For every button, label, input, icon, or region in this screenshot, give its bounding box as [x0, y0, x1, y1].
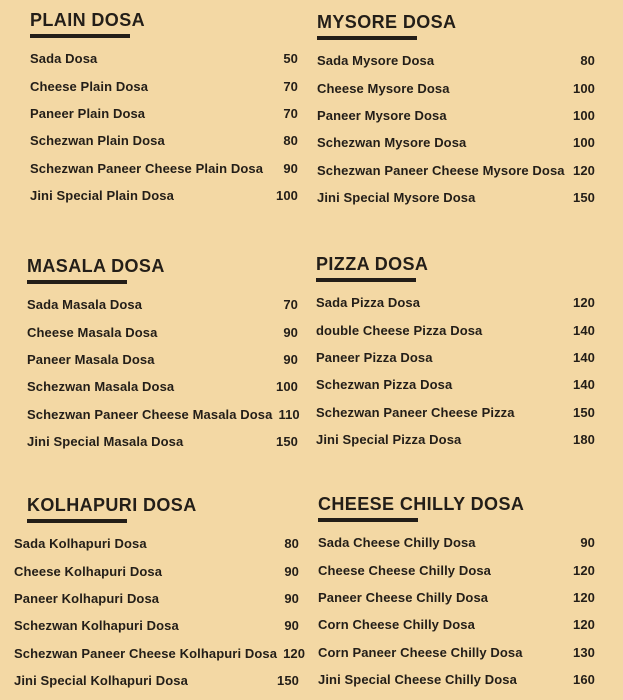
- menu-item: [316, 289, 595, 316]
- item-price: 100: [276, 379, 298, 395]
- item-price: 140: [573, 349, 595, 365]
- menu-item: [318, 584, 595, 611]
- menu-item: [316, 399, 595, 426]
- item-name: Paneer Kolhapuri Dosa: [14, 590, 160, 606]
- menu-item: [316, 344, 595, 371]
- menu-item: [317, 184, 595, 211]
- menu-section: [27, 256, 298, 455]
- section-title: MYSORE DOSA: [317, 12, 457, 32]
- menu-item: [30, 182, 298, 209]
- item-name: Paneer Mysore Dosa: [317, 107, 447, 123]
- item-price: 100: [573, 107, 595, 123]
- section-title: PIZZA DOSA: [316, 254, 429, 274]
- menu-item: [30, 127, 298, 154]
- menu-item: [27, 373, 298, 400]
- item-price: 120: [573, 562, 595, 578]
- menu-item: [14, 612, 299, 639]
- item-name: Sada Masala Dosa: [27, 297, 143, 313]
- item-price: 120: [573, 295, 595, 311]
- section-title: PLAIN DOSA: [30, 10, 146, 30]
- item-price: 120: [573, 589, 595, 605]
- item-price: 100: [276, 188, 298, 204]
- menu-item: [317, 47, 595, 74]
- menu-section: [30, 10, 298, 209]
- item-name: Schezwan Pizza Dosa: [316, 377, 453, 393]
- item-price: 150: [573, 404, 595, 420]
- item-name: Paneer Masala Dosa: [27, 351, 155, 367]
- section-items: [318, 529, 595, 693]
- item-name: Cheese Kolhapuri Dosa: [14, 563, 163, 579]
- section-title-underline: [27, 519, 127, 523]
- item-name: Corn Paneer Cheese Chilly Dosa: [318, 644, 523, 660]
- menu-item: [30, 100, 298, 127]
- item-name: Sada Dosa: [30, 51, 98, 67]
- item-price: 80: [580, 53, 595, 69]
- item-price: 140: [573, 322, 595, 338]
- menu-item: [14, 557, 299, 584]
- item-price: 80: [283, 133, 298, 149]
- item-price: 150: [573, 190, 595, 206]
- menu-item: [316, 316, 595, 343]
- menu-item: [14, 585, 299, 612]
- item-price: 100: [573, 135, 595, 151]
- item-name: Paneer Plain Dosa: [30, 105, 146, 121]
- menu-item: [316, 371, 595, 398]
- section-items: [27, 291, 298, 455]
- menu-section: [316, 254, 595, 453]
- item-price: 150: [276, 434, 298, 450]
- item-name: Jini Special Mysore Dosa: [317, 190, 476, 206]
- section-title-underline: [317, 36, 417, 40]
- item-price: 110: [278, 406, 300, 422]
- item-name: Cheese Masala Dosa: [27, 324, 158, 340]
- item-price: 90: [580, 535, 595, 551]
- menu-item: [318, 611, 595, 638]
- item-name: Schezwan Paneer Cheese Masala Dosa: [27, 406, 273, 422]
- item-name: Schezwan Masala Dosa: [27, 379, 175, 395]
- item-name: Jini Special Masala Dosa: [27, 434, 184, 450]
- menu-item: [27, 428, 298, 455]
- item-price: 100: [573, 80, 595, 96]
- section-title-underline: [30, 34, 130, 38]
- item-name: Schezwan Paneer Cheese Kolhapuri Dosa: [14, 645, 278, 661]
- menu-item: [317, 129, 595, 156]
- item-price: 90: [283, 351, 298, 367]
- section-title: KOLHAPURI DOSA: [27, 495, 197, 515]
- item-name: Jini Special Kolhapuri Dosa: [14, 673, 188, 689]
- item-price: 90: [283, 160, 298, 176]
- item-price: 50: [283, 51, 298, 67]
- item-price: 70: [283, 78, 298, 94]
- item-price: 160: [573, 672, 595, 688]
- menu-item: [30, 45, 298, 72]
- item-price: 90: [284, 563, 299, 579]
- menu-item: [30, 155, 298, 182]
- item-price: 120: [573, 617, 595, 633]
- menu-item: [317, 102, 595, 129]
- menu-item: [14, 667, 299, 694]
- item-name: Cheese Cheese Chilly Dosa: [318, 562, 492, 578]
- item-name: Cheese Plain Dosa: [30, 78, 149, 94]
- item-price: 70: [283, 105, 298, 121]
- menu-item: [27, 401, 298, 428]
- item-name: Schezwan Kolhapuri Dosa: [14, 618, 179, 634]
- item-price: 130: [573, 644, 595, 660]
- item-name: Schezwan Paneer Cheese Mysore Dosa: [317, 162, 565, 178]
- menu-item: [316, 426, 595, 453]
- item-price: 90: [284, 590, 299, 606]
- item-name: Sada Cheese Chilly Dosa: [318, 535, 476, 551]
- menu-item: [14, 640, 306, 667]
- menu-item: [27, 346, 298, 373]
- section-items: [316, 289, 595, 453]
- menu-item: [27, 291, 298, 318]
- item-name: double Cheese Pizza Dosa: [316, 322, 483, 338]
- item-price: 180: [573, 432, 595, 448]
- item-price: 70: [283, 297, 298, 313]
- item-price: 120: [573, 162, 595, 178]
- item-name: Sada Kolhapuri Dosa: [14, 536, 147, 552]
- menu-item: [30, 72, 298, 99]
- section-title-underline: [318, 518, 418, 522]
- item-name: Schezwan Plain Dosa: [30, 133, 165, 149]
- item-name: Schezwan Paneer Cheese Plain Dosa: [30, 160, 264, 176]
- item-name: Sada Mysore Dosa: [317, 53, 435, 69]
- menu-item: [318, 639, 595, 666]
- section-title: CHEESE CHILLY DOSA: [318, 494, 525, 514]
- item-price: 140: [573, 377, 595, 393]
- item-price: 90: [283, 324, 298, 340]
- menu-item: [318, 529, 595, 556]
- menu-section: [318, 494, 595, 693]
- section-title: MASALA DOSA: [27, 256, 165, 276]
- item-name: Jini Special Plain Dosa: [30, 188, 174, 204]
- item-name: Jini Special Pizza Dosa: [316, 432, 462, 448]
- item-name: Sada Pizza Dosa: [316, 295, 421, 311]
- section-items: [30, 45, 298, 209]
- menu-item: [317, 74, 595, 101]
- menu-section: [14, 495, 306, 694]
- menu-item: [317, 157, 595, 184]
- item-name: Paneer Cheese Chilly Dosa: [318, 589, 489, 605]
- item-name: Corn Cheese Chilly Dosa: [318, 617, 475, 633]
- item-price: 120: [283, 645, 306, 661]
- item-name: Jini Special Cheese Chilly Dosa: [318, 672, 517, 688]
- item-name: Cheese Mysore Dosa: [317, 80, 450, 96]
- section-title-underline: [27, 280, 127, 284]
- item-name: Schezwan Paneer Cheese Pizza: [316, 404, 515, 420]
- item-price: 90: [284, 618, 299, 634]
- section-items: [317, 47, 595, 211]
- menu-section: [317, 12, 595, 211]
- menu-item: [14, 530, 299, 557]
- item-name: Paneer Pizza Dosa: [316, 349, 433, 365]
- menu-item: [27, 318, 298, 345]
- menu-item: [318, 556, 595, 583]
- item-price: 150: [277, 673, 299, 689]
- item-price: 80: [284, 536, 299, 552]
- section-items: [14, 530, 306, 694]
- menu-item: [318, 666, 595, 693]
- item-name: Schezwan Mysore Dosa: [317, 135, 467, 151]
- section-title-underline: [316, 278, 416, 282]
